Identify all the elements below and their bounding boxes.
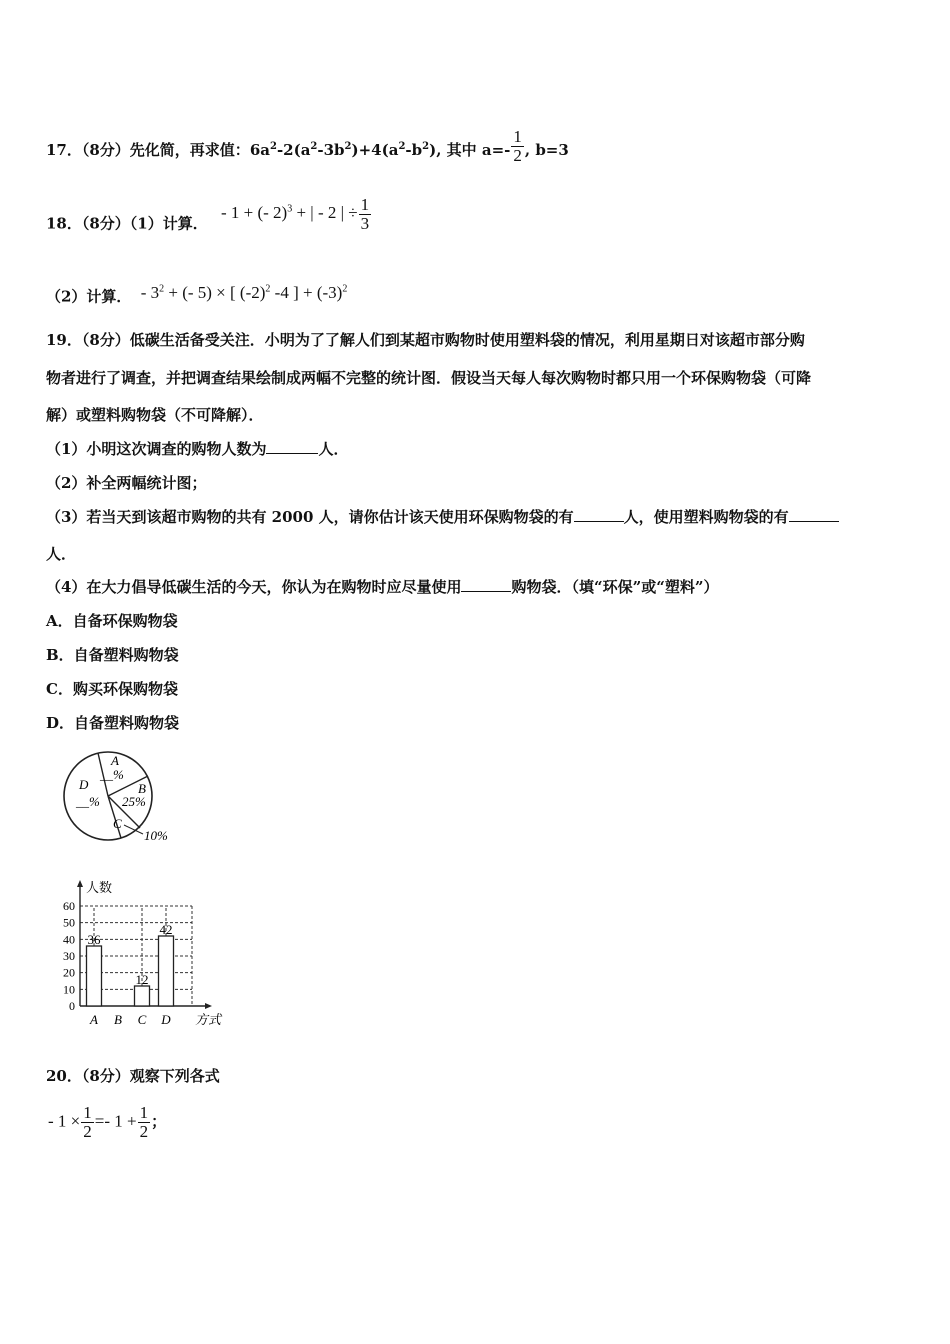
q19-option-b: B．自备塑料购物袋 xyxy=(46,646,179,664)
q18-fraction: $\frac{1}{3}$ xyxy=(360,195,370,233)
q19-line2: 物者进行了调查，并把调查结果绘制成两幅不完整的统计图．假设当天每人每次购物时都只用一个环保购物袋（可降 xyxy=(46,369,812,387)
answer-blank[interactable] xyxy=(574,507,624,522)
q19-option-d: D．自备塑料购物袋 xyxy=(46,714,180,732)
q19-part1: （1）小明这次调查的购物人数为 人． xyxy=(46,440,349,458)
question-18-part2 xyxy=(46,283,347,307)
bar xyxy=(135,986,150,1006)
x-tick-label: C xyxy=(137,1012,147,1027)
q18-part2-head: （2）计算． xyxy=(46,287,132,306)
q20-equation: - 1 × $\frac{1}{2}$ =- 1 + $\frac{1}{2}$ ； xyxy=(48,1103,167,1141)
q20-head: 20．（8分）观察下列各式 xyxy=(46,1067,220,1085)
bar-chart xyxy=(50,878,240,1033)
y-tick-label: 60 xyxy=(63,899,75,913)
y-tick-label: 40 xyxy=(63,932,75,947)
bar-value-label: 36 xyxy=(87,932,101,947)
answer-blank[interactable] xyxy=(461,577,511,592)
q19-part3-tail: 人． xyxy=(46,545,77,563)
question-17: 17．（8分）先化简，再求值：$6a^2-2(a^2-3b^2)+4(a^2-b^2)$, 其中 a=- $\frac{1}{2}$ , b=3 xyxy=(46,127,569,165)
x-axis-label: 方式 xyxy=(195,1012,222,1027)
pie-pct-c: 10% xyxy=(144,828,168,843)
q17-head: 17．（8分）先化简，再求值： xyxy=(46,141,250,159)
q18-part1-expression: - 1 + (- 2)$^3$ + | - 2 | ÷ $\frac{1}{3}$ xyxy=(220,195,370,233)
bar xyxy=(159,936,174,1006)
pie-label-d: D xyxy=(79,777,89,792)
bar xyxy=(87,946,102,1006)
pie-label-b: B xyxy=(138,781,146,796)
x-tick-label: B xyxy=(114,1012,122,1027)
q19-part2: （2）补全两幅统计图； xyxy=(46,474,207,492)
bar-marks xyxy=(87,922,174,1006)
bar-ticks xyxy=(63,899,171,1027)
q20-fraction-left: $\frac{1}{2}$ xyxy=(83,1103,92,1141)
bar-value-label: 42 xyxy=(159,922,173,937)
bar-value-label: 12 xyxy=(135,972,149,987)
pie-label-c: C xyxy=(113,816,122,831)
y-tick-label: 10 xyxy=(63,982,75,997)
y-axis-arrow xyxy=(77,880,83,887)
x-axis-arrow xyxy=(205,1003,212,1009)
q19-part3: （3）若当天到该超市购物的共有 2000 人，请你估计该天使用环保购物袋的有 人，使用塑料购物袋的有 xyxy=(46,507,839,527)
question-18 xyxy=(46,195,372,243)
x-tick-label: D xyxy=(161,1012,171,1027)
q19-option-a: A．自备环保购物袋 xyxy=(46,612,178,630)
pie-pct-a: __% xyxy=(100,767,124,782)
pie-pct-b: 25% xyxy=(122,794,146,809)
q19-part4: （4）在大力倡导低碳生活的今天，你认为在购物时应尽量使用 购物袋．（填“环保”或“塑料”） xyxy=(46,578,719,596)
pie-chart xyxy=(58,748,188,848)
q19-line3: 解）或塑料购物袋（不可降解）． xyxy=(46,406,264,424)
q20-fraction-right: $\frac{1}{2}$ xyxy=(139,1103,149,1141)
y-tick-label: 30 xyxy=(63,949,75,963)
answer-blank[interactable] xyxy=(266,439,318,454)
q19-option-c: C．购买环保购物袋 xyxy=(46,680,178,698)
y-axis-label: 人数 xyxy=(86,880,113,895)
q17-fraction: $\frac{1}{2}$ xyxy=(513,127,522,165)
q18-part2-expression: - $3^2$ + (- 5) × [ $(-2)^2$ -4 ] + $(-3)^2$ xyxy=(140,282,348,302)
q19-line1: 19．（8分）低碳生活备受关注．小明为了了解人们到某超市购物时使用塑料袋的情况，利用星期日对该超市部分购 xyxy=(46,331,805,349)
pie-label-a: A xyxy=(111,753,119,768)
q18-head: 18．（8分）（1）计算． xyxy=(46,214,208,233)
answer-blank[interactable] xyxy=(789,507,839,522)
y-tick-label: 0 xyxy=(69,999,75,1013)
y-tick-label: 50 xyxy=(63,915,75,930)
y-tick-label: 20 xyxy=(63,965,75,980)
pie-pct-d: __% xyxy=(76,794,100,809)
x-tick-label: A xyxy=(90,1012,98,1027)
